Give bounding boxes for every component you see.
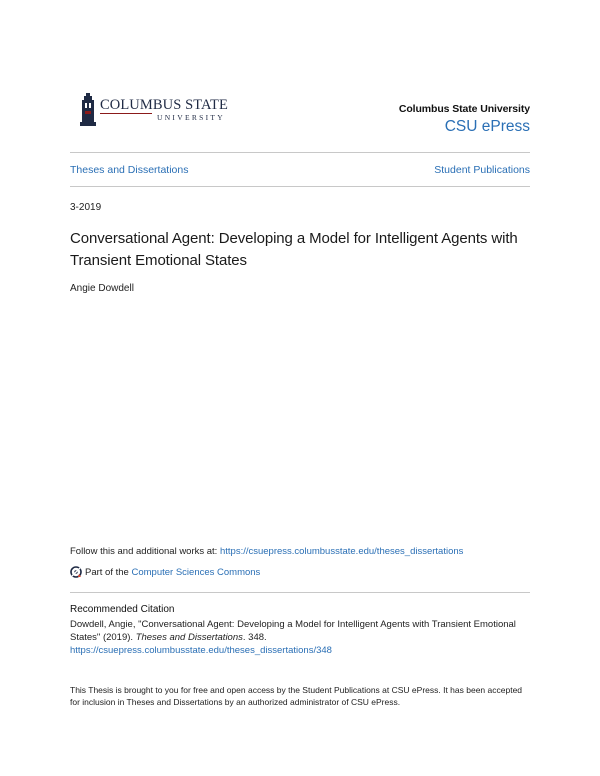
logo-wordmark: COLUMBUS STATE bbox=[100, 97, 228, 113]
part-of-label: Part of the bbox=[85, 566, 129, 578]
citation-body: Dowdell, Angie, "Conversational Agent: Developing a Model for Intelligent Agents with Transient Emotional States" (2019). bbox=[70, 619, 516, 643]
logo-subtitle: UNIVERSITY bbox=[157, 113, 225, 122]
document-title: Conversational Agent: Developing a Model for Intelligent Agents with Transient Emotional States bbox=[70, 230, 518, 269]
recommended-citation-heading: Recommended Citation bbox=[70, 604, 175, 615]
university-name: Columbus State University bbox=[398, 103, 530, 115]
logo-divider bbox=[100, 113, 152, 114]
computer-sciences-commons-link[interactable]: Computer Sciences Commons bbox=[131, 566, 261, 578]
student-publications-link[interactable]: Student Publications bbox=[434, 164, 530, 176]
access-statement: This Thesis is brought to you for free and open access by the Student Publications at CSU ePress. It has been accepted for inclusion in Theses and Dissertations by an authorized administrator of CSU ePress. bbox=[70, 685, 523, 707]
citation-number: . 348. bbox=[242, 632, 267, 643]
divider bbox=[70, 186, 530, 187]
theses-dissertations-link[interactable]: Theses and Dissertations bbox=[70, 164, 189, 176]
author-name: Angie Dowdell bbox=[70, 283, 134, 294]
tower-icon bbox=[79, 93, 97, 127]
university-logo[interactable] bbox=[79, 93, 229, 129]
publication-date: 3-2019 bbox=[70, 202, 102, 213]
repository-header bbox=[399, 103, 530, 136]
divider bbox=[70, 592, 530, 593]
commons-network-icon bbox=[70, 566, 82, 578]
divider bbox=[70, 152, 530, 153]
citation-series: Theses and Dissertations bbox=[135, 632, 243, 643]
citation-url-link[interactable]: https://csuepress.columbusstate.edu/theses_dissertations/348 bbox=[70, 645, 332, 656]
part-of-line bbox=[70, 566, 260, 578]
follow-label: Follow this and additional works at: bbox=[70, 546, 220, 557]
follow-url-link[interactable]: https://csuepress.columbusstate.edu/theses_dissertations bbox=[219, 546, 464, 557]
repository-name[interactable]: CSU ePress bbox=[444, 118, 530, 135]
follow-line bbox=[70, 546, 463, 557]
citation-text bbox=[70, 618, 530, 657]
